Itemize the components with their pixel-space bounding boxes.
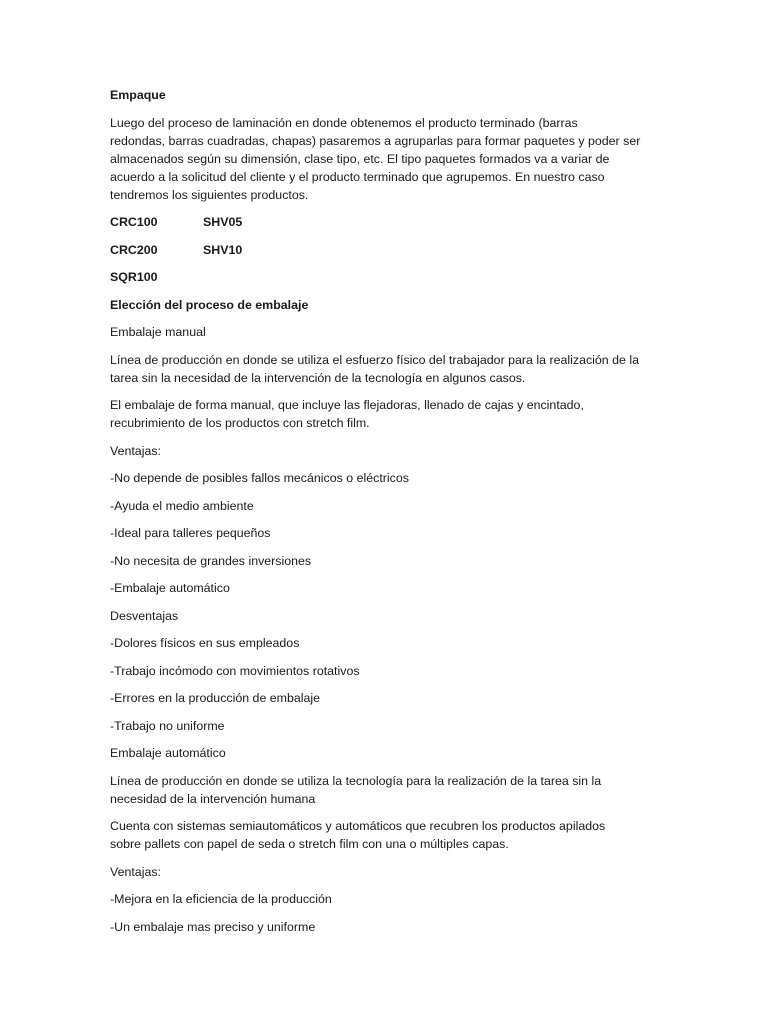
list-item: -Trabajo no uniforme [110,718,225,733]
product-code: SQR100 [110,270,158,284]
manual-advantages-label: Ventajas: [110,443,161,458]
paragraph-line: recubrimiento de los productos con stretch film. [110,416,370,430]
list-item: -Dolores físicos en sus empleados [110,636,300,650]
section-title: Elección del proceso de embalaje [110,297,309,312]
paragraph-line: Cuenta con sistemas semiautomáticos y automáticos que recubren los productos apilados [110,819,606,833]
list-item: -No necesita de grandes inversiones [110,553,312,568]
list-item: -Ideal para talleres pequeños [110,526,271,540]
intro-line: almacenados según su dimensión, clase tipo, etc. El tipo paquetes formados va a variar de [110,151,610,166]
list-item: -Embalaje automático [110,581,230,595]
intro-line: acuerdo a la solicitud del cliente y el producto terminado que agrupemos. En nuestro caso [110,169,605,184]
paragraph-line: Línea de producción en donde se utiliza el esfuerzo físico del trabajador para la realización de la [110,352,640,367]
automatic-title: Embalaje automático [110,746,226,760]
automatic-paragraph-1 [110,772,670,808]
product-row [110,213,670,231]
list-item: -Un embalaje mas preciso y uniforme [110,919,316,934]
paragraph-line: Línea de producción en donde se utiliza la tecnología para la realización de la tarea sin la [110,773,602,788]
paragraph-line: tarea sin la necesidad de la intervención de la tecnología en algunos casos. [110,370,526,385]
product-row [110,268,670,286]
intro-line: redondas, barras cuadradas, chapas) pasaremos a agruparlas para formar paquetes y poder ser [110,133,641,148]
product-code: CRC200 [110,242,158,257]
automatic-paragraph-2 [110,817,670,853]
manual-paragraph-1 [110,351,670,387]
intro-line: Luego del proceso de laminación en donde obtenemos el producto terminado (barras [110,115,578,130]
paragraph-line: sobre pallets con papel de seda o stretch film con una o múltiples capas. [110,837,509,851]
intro-line: tendremos los siguientes productos. [110,187,309,202]
manual-disadvantages-label: Desventajas [110,608,179,623]
paragraph-line: El embalaje de forma manual, que incluye las flejadoras, llenado de cajas y encintado, [110,398,584,412]
list-item: -Ayuda el medio ambiente [110,498,254,513]
list-item: -Trabajo incómodo con movimientos rotativos [110,663,360,678]
document-page [110,86,670,945]
manual-paragraph-2 [110,396,670,432]
document-heading: Empaque [110,88,166,102]
list-item: -No depende de posibles fallos mecánicos o eléctricos [110,471,409,485]
automatic-advantages-label: Ventajas: [110,864,161,879]
product-code: SHV10 [203,242,243,257]
manual-title: Embalaje manual [110,325,206,339]
product-code: CRC100 [110,215,158,229]
list-item: -Mejora en la eficiencia de la producción [110,892,332,906]
product-code: SHV05 [203,215,243,229]
product-row [110,241,670,259]
paragraph-line: necesidad de la intervención humana [110,791,316,806]
intro-paragraph [110,114,670,204]
list-item: -Errores en la producción de embalaje [110,691,321,705]
